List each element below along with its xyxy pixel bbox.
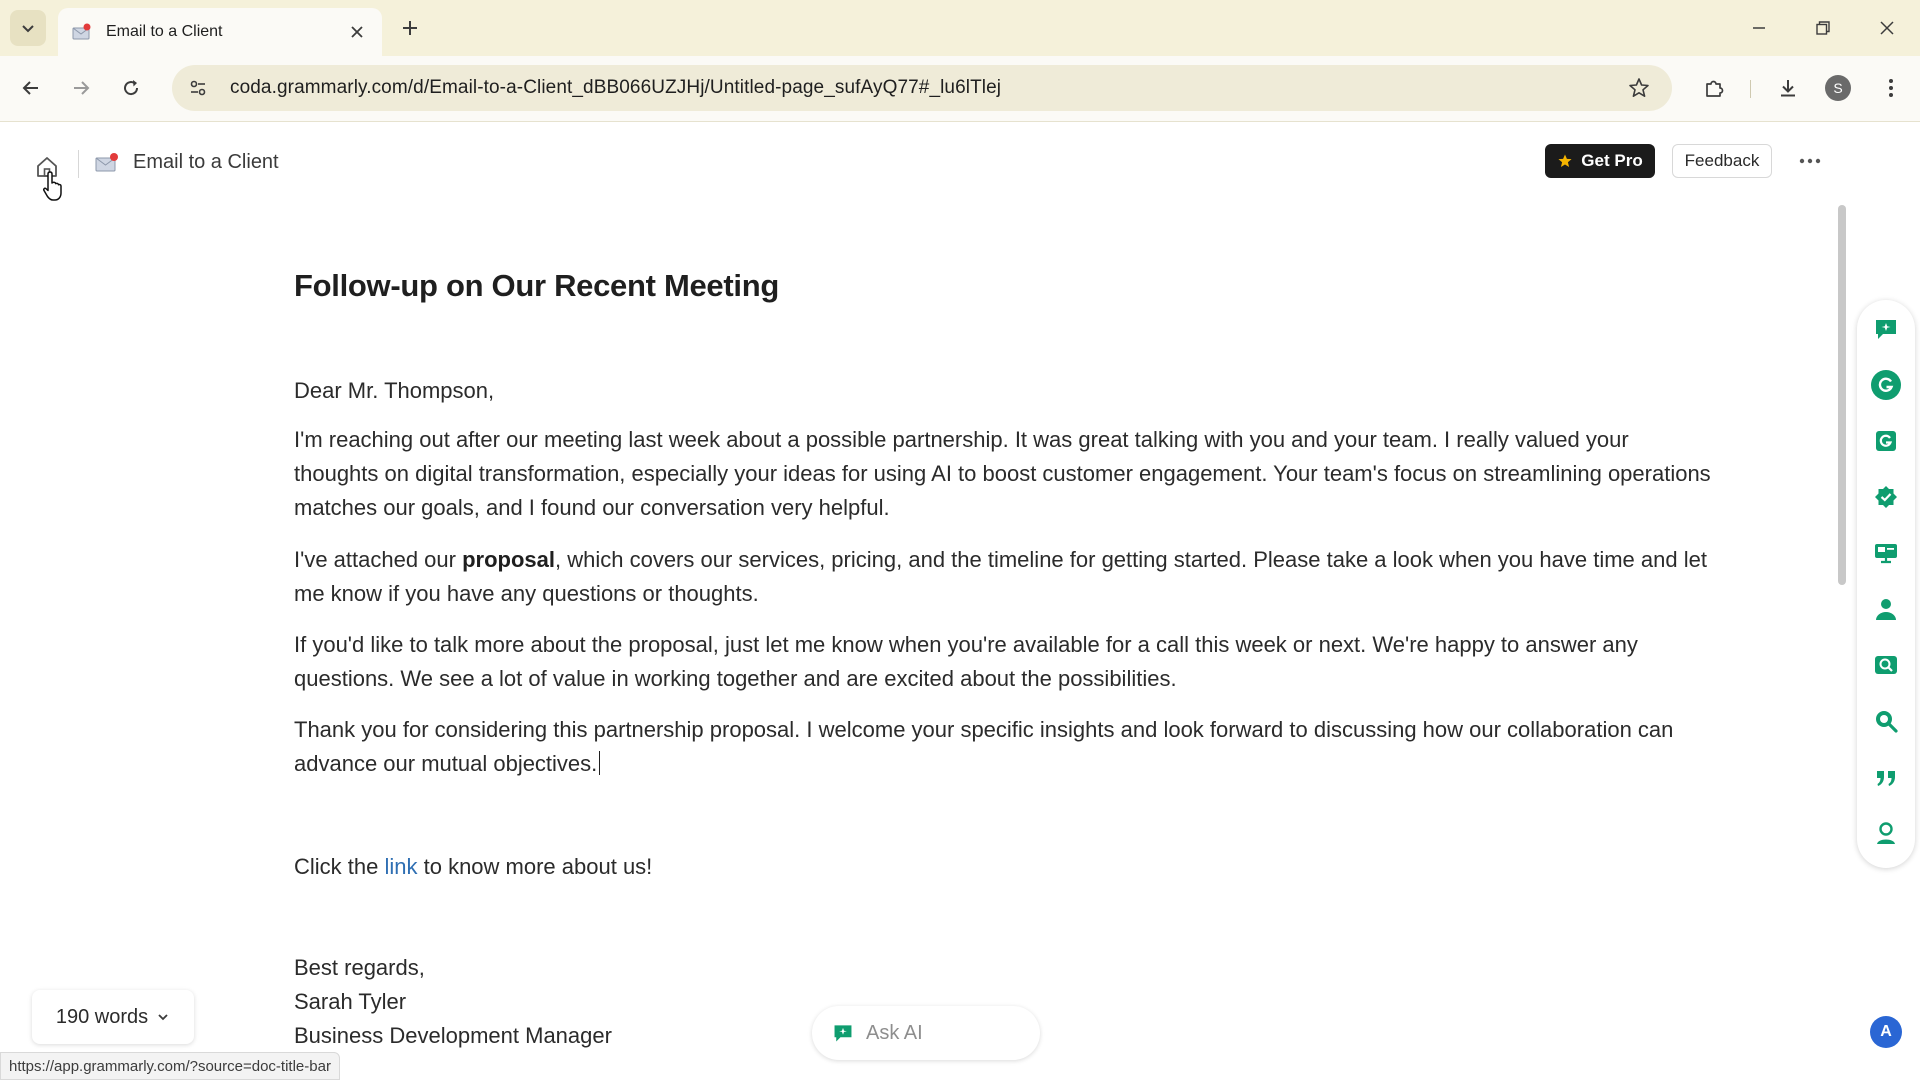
puzzle-icon xyxy=(1703,77,1725,99)
chat-spark-icon xyxy=(832,1022,854,1044)
assistant-avatar-button[interactable]: A xyxy=(1870,1016,1902,1048)
paragraph-2-text: I've attached our xyxy=(294,547,463,572)
download-icon xyxy=(1777,77,1799,99)
browser-toolbar xyxy=(0,56,1920,122)
link-paragraph-text-rest: to know more about us! xyxy=(417,854,653,879)
doc-title[interactable]: Email to a Client xyxy=(133,151,279,173)
close-icon xyxy=(1879,20,1895,36)
ask-ai-placeholder: Ask AI xyxy=(866,1021,923,1044)
reload-icon xyxy=(121,78,141,98)
browser-tab-active[interactable] xyxy=(58,8,382,56)
about-us-link[interactable]: link xyxy=(384,854,418,879)
review-search-icon xyxy=(1873,652,1899,678)
grammarly-agents-rail xyxy=(1857,300,1915,868)
plagiarism-checker-button[interactable] xyxy=(1871,706,1901,736)
link-paragraph[interactable] xyxy=(294,850,1714,884)
tune-icon xyxy=(188,78,208,98)
new-tab-button[interactable] xyxy=(396,14,424,42)
envelope-icon xyxy=(72,23,92,41)
toolbar-divider xyxy=(1750,80,1751,98)
restore-icon xyxy=(1815,20,1831,36)
chevron-down-icon xyxy=(156,1010,170,1024)
grader-agent-button[interactable] xyxy=(1871,818,1901,848)
paragraph-4-text: Thank you for considering this partnership proposal. I welcome your specific insights and look forward to discussing how our collaboration can advance our mutual objectives. xyxy=(294,717,1674,776)
arrow-left-icon xyxy=(21,78,41,98)
sender-name[interactable]: Sarah Tyler xyxy=(294,989,407,1014)
url-text[interactable]: coda.grammarly.com/d/Email-to-a-Client_dBB066UZJHj/Untitled-page_sufAyQ77#_lu6lTlej xyxy=(230,77,1002,98)
sender-title[interactable]: Business Development Manager xyxy=(294,1023,612,1048)
chevron-down-icon xyxy=(20,20,36,36)
magnifier-icon xyxy=(1873,708,1899,734)
proofreader-button[interactable] xyxy=(1871,426,1901,456)
restore-button[interactable] xyxy=(1808,14,1838,42)
hand-pointer-icon xyxy=(42,170,66,202)
reload-button[interactable] xyxy=(114,71,148,105)
person-badge-icon xyxy=(1873,820,1899,846)
ai-chat-agent-button[interactable] xyxy=(1871,314,1901,344)
extensions-button[interactable] xyxy=(1697,71,1731,105)
presentation-agent-button[interactable] xyxy=(1871,538,1901,568)
verified-badge-icon xyxy=(1873,484,1899,510)
get-pro-label: Get Pro xyxy=(1581,151,1643,170)
tab-title: Email to a Client xyxy=(106,23,223,40)
grammarly-button[interactable] xyxy=(1871,370,1901,400)
tab-search-button[interactable] xyxy=(10,10,46,46)
envelope-icon xyxy=(95,152,119,174)
text-caret xyxy=(599,751,600,775)
arrow-right-icon xyxy=(71,78,91,98)
status-bar-url: https://app.grammarly.com/?source=doc-title-bar xyxy=(0,1052,340,1080)
expert-review-button[interactable] xyxy=(1871,650,1901,680)
reader-reactions-button[interactable] xyxy=(1871,594,1901,624)
close-window-button[interactable] xyxy=(1872,14,1902,42)
proposal-bold-text: proposal xyxy=(462,547,555,572)
ask-ai-input[interactable] xyxy=(812,1006,1040,1060)
chat-spark-icon xyxy=(1873,316,1899,342)
doc-scrollbar[interactable] xyxy=(1838,205,1846,585)
page-title[interactable]: Follow-up on Our Recent Meeting xyxy=(294,268,779,303)
plus-icon xyxy=(401,19,419,37)
ellipsis-icon xyxy=(1799,158,1821,164)
citation-finder-button[interactable] xyxy=(1871,762,1901,792)
paragraph-2-text-rest: , which covers our services, pricing, and the timeline for getting started. Please take a look when you have time and let me know if you have any questions or thoughts. xyxy=(294,547,1707,606)
get-pro-button[interactable] xyxy=(1545,144,1655,178)
avatar: S xyxy=(1825,75,1851,101)
browser-tab-strip xyxy=(0,0,1920,56)
close-icon xyxy=(350,25,364,39)
more-options-button[interactable] xyxy=(1792,148,1828,174)
site-info-button[interactable] xyxy=(178,68,218,108)
minimize-icon xyxy=(1751,20,1767,36)
person-icon xyxy=(1873,596,1899,622)
paragraph-4[interactable] xyxy=(294,713,1714,781)
star-icon xyxy=(1557,153,1573,169)
kebab-menu-icon xyxy=(1888,77,1894,99)
paragraph-3[interactable]: If you'd like to talk more about the proposal, just let me know when you're available for a call this week or next. We're happy to answer any questions. We see a lot of value in working together and are excited about the possibilities. xyxy=(294,632,1638,691)
quote-icon xyxy=(1873,764,1899,790)
back-button[interactable] xyxy=(14,71,48,105)
monitor-icon xyxy=(1873,540,1899,566)
close-tab-button[interactable] xyxy=(346,21,368,43)
forward-button[interactable] xyxy=(64,71,98,105)
profile-button[interactable] xyxy=(1821,71,1855,105)
paragraph-1[interactable]: I'm reaching out after our meeting last week about a possible partnership. It was great talking with you and your team. I really valued your thoughts on digital transformation, especially your ideas for using AI to boost customer engagement. Your team's focus on streamlining operations matches our goals, and I found our conversation very helpful. xyxy=(294,427,1711,520)
document-g-icon xyxy=(1873,428,1899,454)
link-paragraph-text: Click the xyxy=(294,854,385,879)
star-outline-icon xyxy=(1628,77,1650,99)
address-bar[interactable] xyxy=(172,65,1672,111)
salutation[interactable]: Dear Mr. Thompson, xyxy=(294,378,495,403)
doc-header xyxy=(0,122,1852,198)
bookmark-button[interactable] xyxy=(1626,75,1652,101)
browser-menu-button[interactable] xyxy=(1874,71,1908,105)
feedback-button[interactable]: Feedback xyxy=(1672,144,1772,178)
closing-line[interactable]: Best regards, xyxy=(294,955,425,980)
fact-check-button[interactable] xyxy=(1871,482,1901,512)
word-count-label: 190 words xyxy=(55,1005,149,1028)
minimize-button[interactable] xyxy=(1744,14,1774,42)
grammarly-g-icon xyxy=(1876,375,1896,395)
downloads-button[interactable] xyxy=(1771,71,1805,105)
word-count-dropdown[interactable] xyxy=(32,990,194,1044)
paragraph-2[interactable] xyxy=(294,543,1714,611)
header-divider xyxy=(78,150,79,178)
